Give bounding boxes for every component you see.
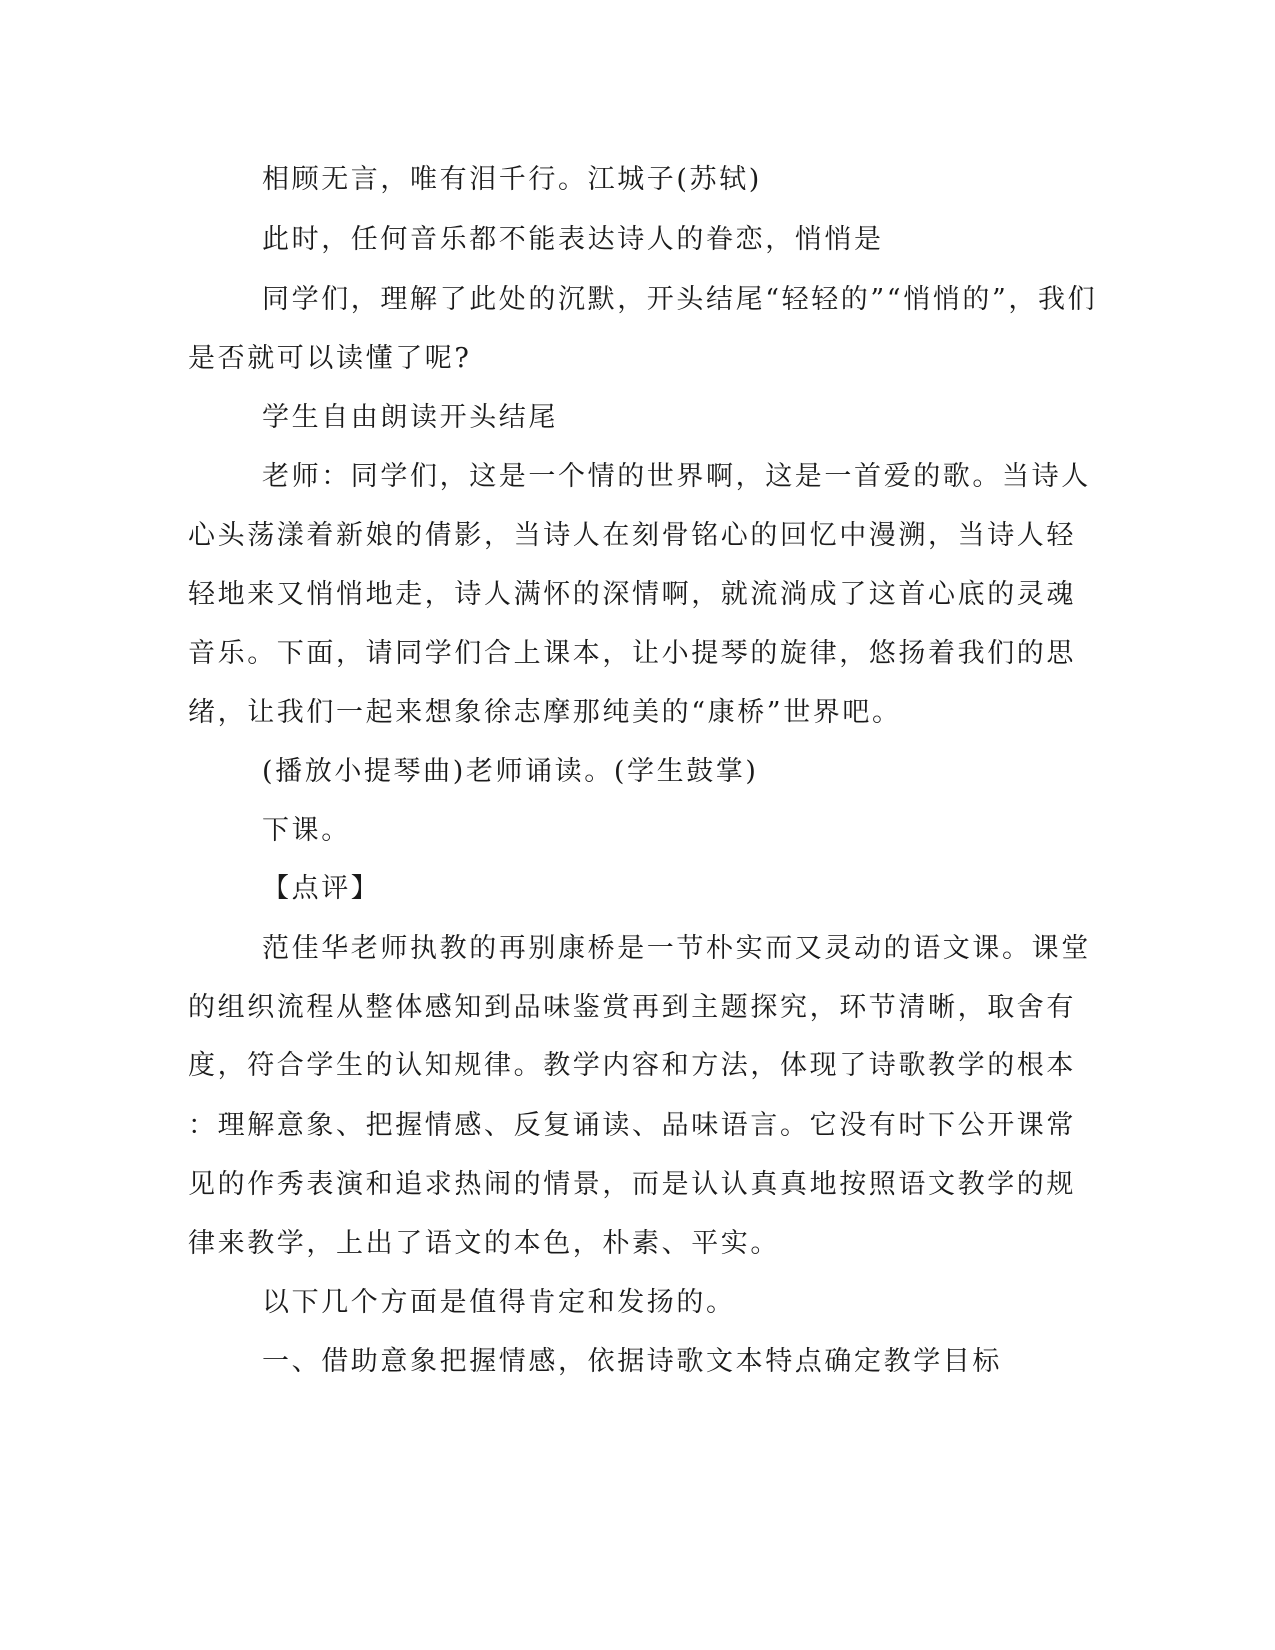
text-line: 是否就可以读懂了呢? bbox=[188, 343, 472, 374]
text-line: ：理解意象、把握情感、反复诵读、品味语言。它没有时下公开课常 bbox=[188, 1110, 1076, 1141]
text-line: 相顾无言，唯有泪千行。江城子(苏轼) bbox=[262, 164, 762, 195]
text-line: 绪，让我们一起来想象徐志摩那纯美的“康桥”世界吧。 bbox=[188, 697, 902, 728]
text-line: 同学们，理解了此处的沉默，开头结尾“轻轻的”“悄悄的”，我们 bbox=[262, 284, 1098, 315]
section-heading: 【点评】 bbox=[262, 873, 381, 904]
text-line: 学生自由朗读开头结尾 bbox=[262, 402, 558, 433]
text-line: 心头荡漾着新娘的倩影，当诗人在刻骨铭心的回忆中漫溯，当诗人轻 bbox=[188, 520, 1076, 551]
text-line: 下课。 bbox=[262, 815, 351, 846]
text-line: 范佳华老师执教的再别康桥是一节朴实而又灵动的语文课。课堂 bbox=[262, 933, 1091, 964]
text-line: 此时，任何音乐都不能表达诗人的眷恋，悄悄是 bbox=[262, 224, 884, 255]
text-line: 老师：同学们，这是一个情的世界啊，这是一首爱的歌。当诗人 bbox=[262, 461, 1091, 492]
text-line: 一、借助意象把握情感，依据诗歌文本特点确定教学目标 bbox=[262, 1346, 1002, 1377]
text-line: 的组织流程从整体感知到品味鉴赏再到主题探究，环节清晰，取舍有 bbox=[188, 992, 1076, 1023]
text-line: 音乐。下面，请同学们合上课本，让小提琴的旋律，悠扬着我们的思 bbox=[188, 638, 1076, 669]
text-line: 以下几个方面是值得肯定和发扬的。 bbox=[262, 1287, 736, 1318]
text-line: (播放小提琴曲)老师诵读。(学生鼓掌) bbox=[262, 756, 759, 787]
text-line: 轻地来又悄悄地走，诗人满怀的深情啊，就流淌成了这首心底的灵魂 bbox=[188, 579, 1076, 610]
text-line: 见的作秀表演和追求热闹的情景，而是认认真真地按照语文教学的规 bbox=[188, 1169, 1076, 1200]
text-line: 度，符合学生的认知规律。教学内容和方法，体现了诗歌教学的根本 bbox=[188, 1050, 1076, 1081]
text-line: 律来教学，上出了语文的本色，朴素、平实。 bbox=[188, 1228, 780, 1259]
